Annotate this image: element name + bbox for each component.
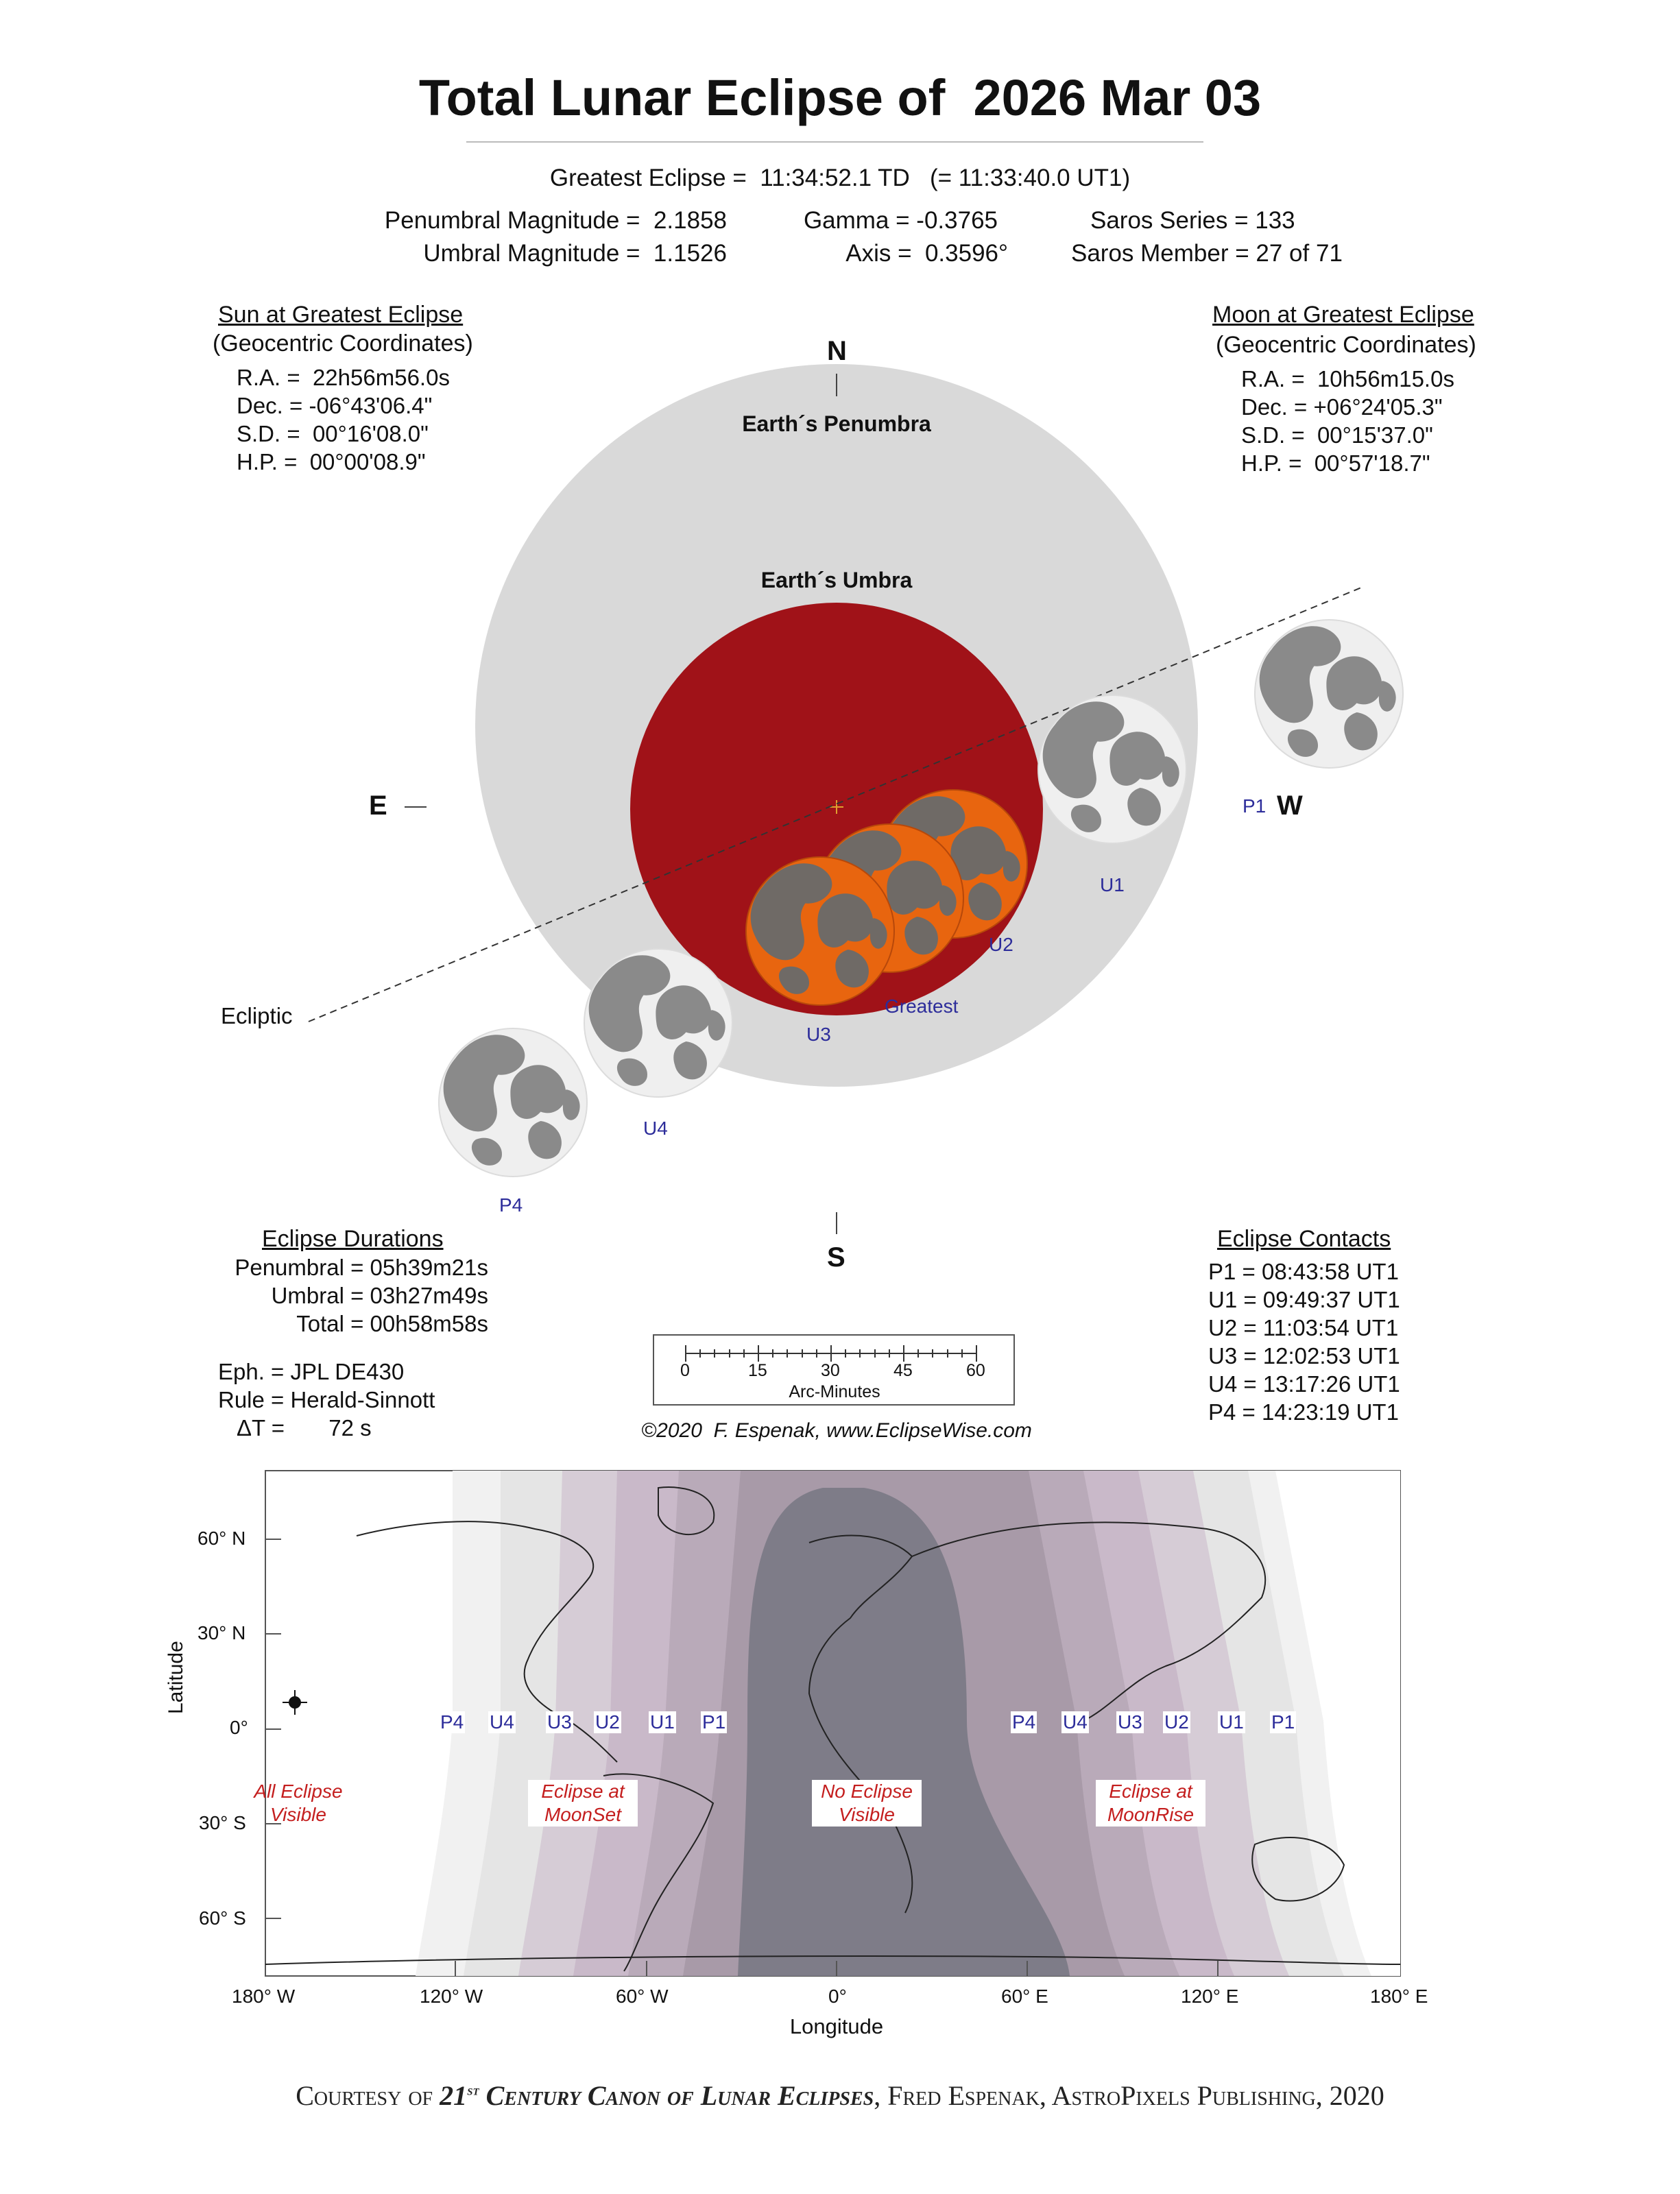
map-ylabel: Latitude: [165, 1641, 187, 1714]
duration-umbral: Umbral = 03h27m49s: [271, 1283, 488, 1308]
rule: Rule = Herald-Sinnott: [218, 1387, 435, 1412]
moon-subheading: (Geocentric Coordinates): [1216, 332, 1476, 358]
umbral-magnitude: Umbral Magnitude = 1.1526: [423, 240, 727, 267]
moon-u1: [1038, 695, 1186, 843]
contact-p4: P4 = 14:23:19 UT1: [1208, 1399, 1399, 1425]
durations-heading: Eclipse Durations: [262, 1226, 444, 1252]
region-all-eclipse: [226, 1780, 370, 1827]
sun-subheading: (Geocentric Coordinates): [213, 330, 473, 357]
umbra-label: Earth´s Umbra: [760, 568, 913, 592]
region-moonset-line1: Eclipse at: [541, 1781, 625, 1802]
credit-century-number: 21: [440, 2080, 468, 2111]
sun-sd: S.D. = 00°16'08.0": [237, 421, 429, 446]
u2-label: U2: [989, 934, 1013, 955]
p4-label: P4: [499, 1194, 523, 1216]
copyright: ©2020 F. Espenak, www.EclipseWise.com: [641, 1419, 1032, 1442]
west-label: W: [1277, 791, 1303, 821]
moon-u4: [584, 949, 732, 1097]
duration-total: Total = 00h58m58s: [296, 1311, 488, 1336]
map-w-u4: U4: [490, 1711, 514, 1733]
duration-penumbral: Penumbral = 05h39m21s: [235, 1255, 488, 1280]
ecliptic-label: Ecliptic: [221, 1003, 293, 1028]
map-e-u4: U4: [1063, 1711, 1088, 1733]
moon-ra: R.A. = 10h56m15.0s: [1241, 366, 1454, 391]
contact-p1: P1 = 08:43:58 UT1: [1208, 1259, 1399, 1284]
saros-member: Saros Member = 27 of 71: [1071, 240, 1343, 267]
contacts-heading: Eclipse Contacts: [1217, 1226, 1391, 1252]
u1-label: U1: [1100, 874, 1125, 895]
lon-tick-60e: 60° E: [1001, 1986, 1048, 2007]
penumbra-label: Earth´s Penumbra: [742, 411, 931, 436]
region-all-line1: All Eclipse: [254, 1781, 343, 1802]
map-w-p1: P1: [702, 1711, 726, 1733]
saros-series: Saros Series = 133: [1090, 207, 1295, 234]
moon-p4: [439, 1028, 587, 1177]
map-e-p1: P1: [1271, 1711, 1295, 1733]
lat-tick-60s: 60° S: [199, 1907, 246, 1929]
map-w-u3: U3: [547, 1711, 572, 1733]
moon-dec: Dec. = +06°24'05.3": [1241, 394, 1443, 420]
credit-line: [0, 2080, 1680, 2112]
map-e-u2: U2: [1164, 1711, 1189, 1733]
lon-tick-0: 0°: [828, 1986, 847, 2007]
region-moonset: [528, 1780, 638, 1827]
gamma-value: Gamma = -0.3765: [803, 207, 998, 234]
region-moonrise: [1096, 1780, 1205, 1827]
map-xlabel: Longitude: [789, 2014, 884, 2038]
lat-tick-0: 0°: [230, 1717, 248, 1738]
moon-u3: [746, 857, 894, 1005]
page-title: Total Lunar Eclipse of 2026 Mar 03: [418, 69, 1262, 126]
map-w-u2: U2: [595, 1711, 620, 1733]
scale-tick-30: 30: [821, 1361, 840, 1380]
map-e-u1: U1: [1219, 1711, 1244, 1733]
region-moonrise-line1: Eclipse at: [1109, 1781, 1192, 1802]
scale-tick-0: 0: [680, 1361, 690, 1380]
lon-tick-120w: 120° W: [420, 1986, 483, 2007]
greatest-label: Greatest: [885, 996, 959, 1017]
sun-heading: Sun at Greatest Eclipse: [218, 302, 464, 328]
region-none-line1: No Eclipse: [821, 1781, 913, 1802]
moon-heading: Moon at Greatest Eclipse: [1212, 302, 1474, 328]
lat-tick-30n: 30° N: [197, 1622, 246, 1643]
region-none-line2: Visible: [839, 1804, 895, 1825]
region-moonrise-line2: MoonRise: [1107, 1804, 1195, 1825]
credit-canon: Century Canon of Lunar Eclipses: [479, 2080, 874, 2111]
axis-value: Axis = 0.3596°: [845, 240, 1008, 267]
moon-hp: H.P. = 00°57'18.7": [1241, 450, 1430, 476]
credit-st: st: [467, 2081, 479, 2099]
region-moonset-line2: MoonSet: [544, 1804, 622, 1825]
sun-dec: Dec. = -06°43'06.4": [237, 393, 433, 418]
map-w-u1: U1: [650, 1711, 675, 1733]
lat-tick-30s: 30° S: [199, 1812, 246, 1833]
scale-tick-45: 45: [893, 1361, 913, 1380]
moon-p1: [1255, 620, 1403, 768]
scale-label: Arc-Minutes: [789, 1382, 880, 1401]
u3-label: U3: [806, 1024, 831, 1045]
moon-sd: S.D. = 00°15'37.0": [1241, 422, 1433, 448]
u4-label: U4: [643, 1118, 668, 1139]
scale-tick-60: 60: [966, 1361, 985, 1380]
lon-tick-180e: 180° E: [1370, 1986, 1428, 2007]
map-e-p4: P4: [1012, 1711, 1036, 1733]
contact-u3: U3 = 12:02:53 UT1: [1208, 1343, 1400, 1369]
visibility-map: [0, 1460, 1680, 2050]
region-no-eclipse: [812, 1780, 922, 1827]
contact-u2: U2 = 11:03:54 UT1: [1208, 1315, 1399, 1340]
contact-u4: U4 = 13:17:26 UT1: [1208, 1371, 1400, 1397]
scale-tick-15: 15: [748, 1361, 767, 1380]
ephemeris: Eph. = JPL DE430: [218, 1359, 405, 1384]
lon-tick-60w: 60° W: [616, 1986, 669, 2007]
p1-label: P1: [1243, 795, 1267, 817]
credit-rest: , Fred Espenak, AstroPixels Publishing, 2020: [874, 2080, 1384, 2111]
sun-hp: H.P. = 00°00'08.9": [237, 449, 426, 474]
delta-t: ΔT = 72 s: [237, 1415, 372, 1440]
contact-u1: U1 = 09:49:37 UT1: [1208, 1287, 1400, 1312]
region-all-line2: Visible: [270, 1804, 326, 1825]
north-label: N: [827, 336, 847, 366]
lon-tick-180w: 180° W: [232, 1986, 296, 2007]
greatest-eclipse-time: Greatest Eclipse = 11:34:52.1 TD (= 11:33:40.0 UT1): [549, 165, 1131, 191]
credit-courtesy: Courtesy of: [296, 2080, 440, 2111]
lat-tick-60n: 60° N: [197, 1528, 246, 1549]
penumbral-magnitude: Penumbral Magnitude = 2.1858: [384, 207, 727, 234]
south-label: S: [827, 1242, 845, 1273]
lon-tick-120e: 120° E: [1181, 1986, 1239, 2007]
east-label: E: [369, 791, 387, 821]
sun-ra: R.A. = 22h56m56.0s: [237, 365, 450, 390]
map-w-p4: P4: [440, 1711, 464, 1733]
map-e-u3: U3: [1118, 1711, 1142, 1733]
